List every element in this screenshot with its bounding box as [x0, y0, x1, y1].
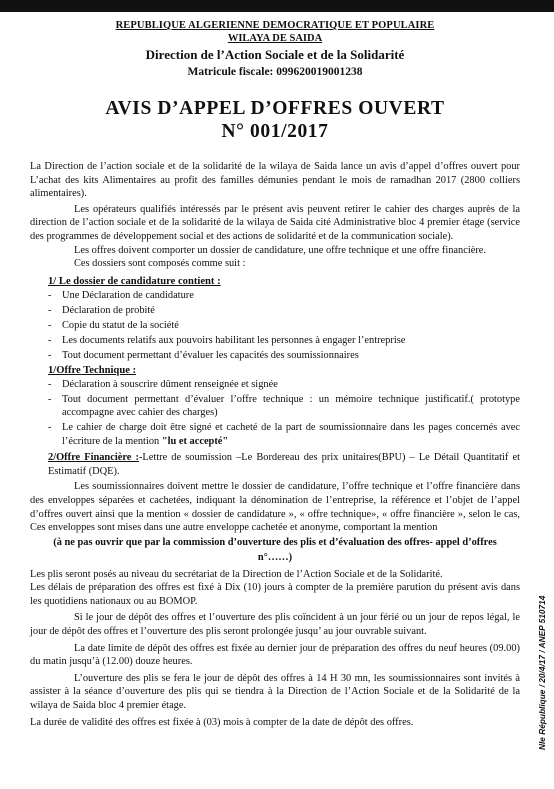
- section-candidature-title: 1/ Le dossier de candidature contient :: [48, 275, 221, 287]
- holiday-paragraph: Si le jour de dépôt des offres et l’ouverture des plis coïncident à un jour férié ou un jour de repos légal, le jour de dépôt des offres et l’ouverture des plis seront prolongée jusqu’ au jour ouvrable suivant.: [30, 612, 520, 638]
- tender-notice: [30, 18, 520, 729]
- side-caption-wrap: [536, 540, 548, 750]
- notice-number: N° 001/2017: [221, 121, 329, 142]
- offers-comprise: Les offres doivent comporter un dossier de candidature, une offre technique et une offre financière.: [74, 244, 486, 256]
- dossiers-composed: Ces dossiers sont composés comme suit :: [74, 258, 246, 270]
- candidature-list: [30, 288, 520, 363]
- section-financiere-text: -Lettre de soumission –Le Bordereau des prix unitaires(BPU) – Le Détail Quantitatif et Estimatif (DQE).: [48, 452, 520, 477]
- cahier-mention: "lu et accepté": [161, 435, 229, 447]
- section-technique-title: 1/Offre Technique :: [48, 364, 137, 376]
- matricule-header: Matricule fiscale: 099620019001238: [187, 66, 363, 78]
- mention-line-1: (à ne pas ouvrir que par la commission d’ouverture des plis et d’évaluation des offres- appel d’offres: [53, 536, 497, 548]
- direction-header: Direction de l’Action Sociale et de la Solidarité: [145, 47, 405, 62]
- list-item: - Tout document permettant d’évaluer l’offre technique : un mémoire technique justificatif.( prototype accompagne avec cahier des charges): [48, 393, 520, 420]
- republic-header: REPUBLIQUE ALGERIENNE DEMOCRATIQUE ET POPULAIRE: [115, 20, 435, 31]
- top-border: [0, 0, 554, 12]
- validity-paragraph: La durée de validité des offres est fixée à (03) mois à compter de la date de dépôt des offres.: [30, 716, 414, 728]
- mention-line-2: n°……): [257, 551, 293, 563]
- list-item: - Déclaration à souscrire dûment renseignée et signée: [48, 377, 520, 392]
- deposit-delay: Les délais de préparation des offres est fixé à Dix (10) jours à compter de la première parution du présent avis dans les quotidiens nationaux ou au BOMOP.: [30, 582, 520, 607]
- list-item: - Déclaration de probité: [48, 303, 520, 318]
- cahier-text: Le cahier de charge doit être signé et cacheté de la part de soumissionnaire dans les pages concernés avec l’écriture de la mention: [62, 421, 520, 447]
- technique-list: [30, 377, 520, 448]
- section-financiere: [30, 451, 520, 478]
- list-item: - Les documents relatifs aux pouvoirs habilitant les personnes à engager l’entreprise: [48, 333, 520, 348]
- list-item: - Une Déclaration de candidature: [48, 288, 520, 303]
- section-financiere-title: 2/Offre Financière :: [48, 452, 139, 464]
- deposit-place: Les plis seront posés au niveau du secrétariat de la Direction de l’Action Sociale et de la Solidarité.: [30, 568, 443, 580]
- intro-paragraph: La Direction de l’action sociale et de la solidarité de la wilaya de Saida lance un avis d’appel d’offres ouvert pour L’achat des kits Alimentaires au profit des familles démunies pendant le mois de ramadhan 2017 (2800 colliers alimentaires).: [30, 161, 520, 200]
- envelopes-paragraph: Les soumissionnaires doivent mettre le dossier de candidature, l’offre technique et l’offre financière dans des enveloppes séparées et cachetées, indiquant la dénomination de l’entreprise, la référence et l’objet de l’appel d’offres ouvert ainsi que la mention « dossier de candidature », « offre technique», « offre financière », selon le cas, Ces enveloppes sont mises dans une autre enveloppe cachetée et anonyme, comportant la mention: [30, 481, 520, 534]
- wilaya-header: WILAYA DE SAIDA: [227, 33, 323, 44]
- operators-paragraph: Les opérateurs qualifiés intéressés par le présent avis peuvent retirer le cahier des charges auprès de la direction de l’action sociale et de la solidarité de la wilaya de Saida cité Administrative bloc 4 premier étage (service des programmes de développement social et des actions de solidarité et de la communication sociale).: [30, 203, 520, 242]
- list-item: - Copie du statut de la société: [48, 318, 520, 333]
- list-item: [48, 421, 520, 448]
- notice-title: AVIS D’APPEL D’OFFRES OUVERT: [105, 98, 445, 119]
- list-item: - Tout document permettant d’évaluer les capacités des soumissionnaires: [48, 348, 520, 363]
- side-caption: Nle République / 20/4/17 / ANEP 510714: [537, 595, 547, 750]
- opening-paragraph: L’ouverture des plis se fera le jour de dépôt des offres à 14 H 30 mn, les soumissionnaires sont invités à assister à la séance d’ouverture des plis qui se tiendra à la Direction de l’Action Sociale et de la Solidarité de la wilaya de Saida bloc 4 premier étage.: [30, 672, 520, 712]
- deadline-paragraph: La date limite de dépôt des offres est fixée au dernier jour de préparation des offres du neuf heures (09.00) du matin jusqu’à (12.00) douze heures.: [30, 642, 520, 668]
